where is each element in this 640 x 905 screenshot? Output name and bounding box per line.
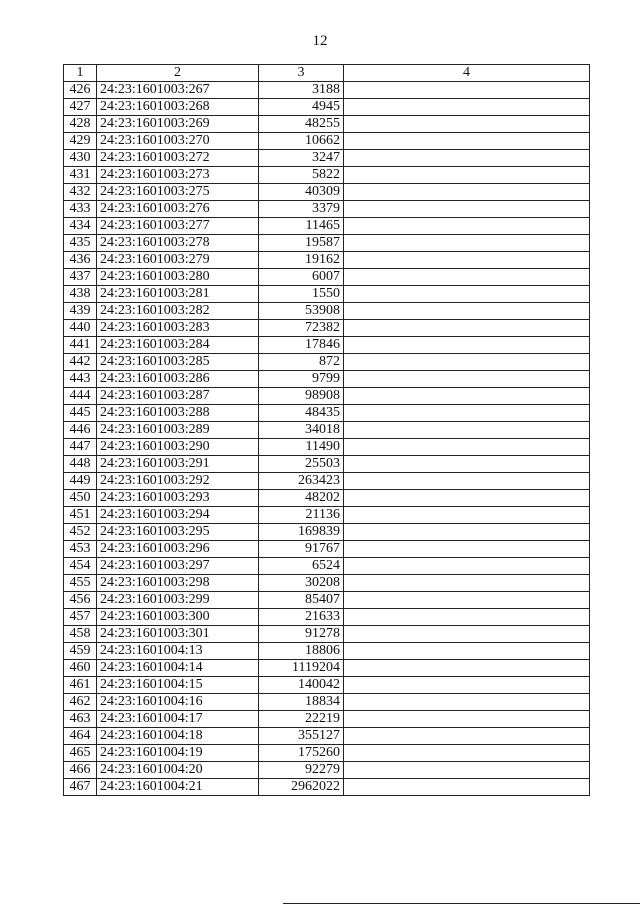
cadastral-number: 24:23:1601003:289: [97, 422, 259, 439]
area-value: 48435: [259, 405, 344, 422]
area-value: 19587: [259, 235, 344, 252]
notes-cell: [344, 286, 590, 303]
notes-cell: [344, 711, 590, 728]
cadastral-number: 24:23:1601004:21: [97, 779, 259, 796]
cadastral-number: 24:23:1601003:280: [97, 269, 259, 286]
notes-cell: [344, 507, 590, 524]
cadastral-number: 24:23:1601003:294: [97, 507, 259, 524]
area-value: 18806: [259, 643, 344, 660]
cadastral-number: 24:23:1601003:299: [97, 592, 259, 609]
table-row: [64, 286, 590, 303]
row-number: 437: [64, 269, 97, 286]
table-row: [64, 405, 590, 422]
row-number: 456: [64, 592, 97, 609]
area-value: 6524: [259, 558, 344, 575]
area-value: 48255: [259, 116, 344, 133]
row-number: 444: [64, 388, 97, 405]
table-row: [64, 99, 590, 116]
row-number: 460: [64, 660, 97, 677]
notes-cell: [344, 252, 590, 269]
header-col-3: 3: [259, 65, 344, 82]
cadastral-number: 24:23:1601003:293: [97, 490, 259, 507]
cadastral-number: 24:23:1601004:16: [97, 694, 259, 711]
notes-cell: [344, 201, 590, 218]
row-number: 458: [64, 626, 97, 643]
row-number: 439: [64, 303, 97, 320]
notes-cell: [344, 167, 590, 184]
notes-cell: [344, 184, 590, 201]
notes-cell: [344, 218, 590, 235]
cadastral-number: 24:23:1601003:297: [97, 558, 259, 575]
table-row: [64, 269, 590, 286]
row-number: 454: [64, 558, 97, 575]
table-row: [64, 524, 590, 541]
area-value: 6007: [259, 269, 344, 286]
row-number: 434: [64, 218, 97, 235]
table-row: [64, 507, 590, 524]
row-number: 459: [64, 643, 97, 660]
table-row: [64, 82, 590, 99]
cadastral-number: 24:23:1601004:20: [97, 762, 259, 779]
notes-cell: [344, 762, 590, 779]
cadastral-number: 24:23:1601003:284: [97, 337, 259, 354]
notes-cell: [344, 660, 590, 677]
cadastral-number: 24:23:1601003:288: [97, 405, 259, 422]
table-row: [64, 592, 590, 609]
cadastral-number: 24:23:1601004:19: [97, 745, 259, 762]
table-row: [64, 201, 590, 218]
cadastral-number: 24:23:1601003:285: [97, 354, 259, 371]
area-value: 53908: [259, 303, 344, 320]
row-number: 447: [64, 439, 97, 456]
area-value: 3247: [259, 150, 344, 167]
notes-cell: [344, 592, 590, 609]
cadastral-number: 24:23:1601003:270: [97, 133, 259, 150]
row-number: 452: [64, 524, 97, 541]
area-value: 872: [259, 354, 344, 371]
footer-rule: [283, 903, 640, 904]
area-value: 11465: [259, 218, 344, 235]
table-row: [64, 558, 590, 575]
row-number: 440: [64, 320, 97, 337]
header-col-1: 1: [64, 65, 97, 82]
row-number: 453: [64, 541, 97, 558]
row-number: 429: [64, 133, 97, 150]
cadastral-number: 24:23:1601003:290: [97, 439, 259, 456]
row-number: 455: [64, 575, 97, 592]
row-number: 432: [64, 184, 97, 201]
area-value: 5822: [259, 167, 344, 184]
cadastral-number: 24:23:1601003:268: [97, 99, 259, 116]
area-value: 18834: [259, 694, 344, 711]
notes-cell: [344, 388, 590, 405]
area-value: 30208: [259, 575, 344, 592]
area-value: 21136: [259, 507, 344, 524]
table-row: [64, 218, 590, 235]
cadastral-number: 24:23:1601003:275: [97, 184, 259, 201]
row-number: 465: [64, 745, 97, 762]
area-value: 263423: [259, 473, 344, 490]
cadastral-number: 24:23:1601003:276: [97, 201, 259, 218]
notes-cell: [344, 116, 590, 133]
cadastral-number: 24:23:1601004:14: [97, 660, 259, 677]
row-number: 443: [64, 371, 97, 388]
table-row: [64, 422, 590, 439]
area-value: 3188: [259, 82, 344, 99]
table-row: [64, 609, 590, 626]
cadastral-number: 24:23:1601004:18: [97, 728, 259, 745]
notes-cell: [344, 456, 590, 473]
area-value: 21633: [259, 609, 344, 626]
notes-cell: [344, 133, 590, 150]
row-number: 446: [64, 422, 97, 439]
area-value: 48202: [259, 490, 344, 507]
cadastral-number: 24:23:1601003:298: [97, 575, 259, 592]
cadastral-number: 24:23:1601004:17: [97, 711, 259, 728]
cadastral-number: 24:23:1601003:282: [97, 303, 259, 320]
row-number: 436: [64, 252, 97, 269]
row-number: 433: [64, 201, 97, 218]
notes-cell: [344, 779, 590, 796]
area-value: 10662: [259, 133, 344, 150]
cadastral-number: 24:23:1601003:281: [97, 286, 259, 303]
row-number: 438: [64, 286, 97, 303]
cadastral-number: 24:23:1601003:286: [97, 371, 259, 388]
area-value: 4945: [259, 99, 344, 116]
row-number: 426: [64, 82, 97, 99]
notes-cell: [344, 269, 590, 286]
area-value: 17846: [259, 337, 344, 354]
row-number: 467: [64, 779, 97, 796]
area-value: 355127: [259, 728, 344, 745]
row-number: 457: [64, 609, 97, 626]
table-row: [64, 337, 590, 354]
row-number: 428: [64, 116, 97, 133]
cadastral-number: 24:23:1601003:272: [97, 150, 259, 167]
notes-cell: [344, 575, 590, 592]
table-row: [64, 354, 590, 371]
row-number: 466: [64, 762, 97, 779]
row-number: 431: [64, 167, 97, 184]
row-number: 442: [64, 354, 97, 371]
cadastral-number: 24:23:1601003:296: [97, 541, 259, 558]
notes-cell: [344, 524, 590, 541]
notes-cell: [344, 371, 590, 388]
cadastral-number: 24:23:1601003:295: [97, 524, 259, 541]
cadastral-number: 24:23:1601003:278: [97, 235, 259, 252]
row-number: 451: [64, 507, 97, 524]
row-number: 445: [64, 405, 97, 422]
cadastral-number: 24:23:1601003:283: [97, 320, 259, 337]
notes-cell: [344, 82, 590, 99]
area-value: 92279: [259, 762, 344, 779]
notes-cell: [344, 320, 590, 337]
area-value: 72382: [259, 320, 344, 337]
notes-cell: [344, 354, 590, 371]
header-col-2: 2: [97, 65, 259, 82]
notes-cell: [344, 728, 590, 745]
table-row: [64, 235, 590, 252]
notes-cell: [344, 643, 590, 660]
notes-cell: [344, 490, 590, 507]
area-value: 34018: [259, 422, 344, 439]
cadastral-number: 24:23:1601003:273: [97, 167, 259, 184]
cadastral-number: 24:23:1601003:279: [97, 252, 259, 269]
notes-cell: [344, 337, 590, 354]
table-row: [64, 116, 590, 133]
row-number: 441: [64, 337, 97, 354]
row-number: 449: [64, 473, 97, 490]
notes-cell: [344, 439, 590, 456]
table-row: [64, 371, 590, 388]
row-number: 435: [64, 235, 97, 252]
page-number: 12: [312, 33, 328, 49]
notes-cell: [344, 609, 590, 626]
row-number: 462: [64, 694, 97, 711]
notes-cell: [344, 626, 590, 643]
area-value: 85407: [259, 592, 344, 609]
cadastral-number: 24:23:1601003:292: [97, 473, 259, 490]
row-number: 448: [64, 456, 97, 473]
area-value: 22219: [259, 711, 344, 728]
row-number: 464: [64, 728, 97, 745]
area-value: 25503: [259, 456, 344, 473]
notes-cell: [344, 303, 590, 320]
table-row: [64, 711, 590, 728]
table-row: [64, 541, 590, 558]
land-plots-table: [63, 64, 590, 796]
table-row: [64, 490, 590, 507]
area-value: 9799: [259, 371, 344, 388]
area-value: 98908: [259, 388, 344, 405]
area-value: 1550: [259, 286, 344, 303]
table-row: [64, 303, 590, 320]
area-value: 11490: [259, 439, 344, 456]
cadastral-number: 24:23:1601003:267: [97, 82, 259, 99]
area-value: 40309: [259, 184, 344, 201]
row-number: 450: [64, 490, 97, 507]
table-row: [64, 660, 590, 677]
cadastral-number: 24:23:1601003:300: [97, 609, 259, 626]
area-value: 91278: [259, 626, 344, 643]
notes-cell: [344, 541, 590, 558]
cadastral-number: 24:23:1601003:269: [97, 116, 259, 133]
area-value: 91767: [259, 541, 344, 558]
table-row: [64, 745, 590, 762]
table-row: [64, 643, 590, 660]
row-number: 430: [64, 150, 97, 167]
table-row: [64, 677, 590, 694]
header-row: [64, 65, 590, 82]
table-row: [64, 626, 590, 643]
notes-cell: [344, 677, 590, 694]
table-row: [64, 473, 590, 490]
table-row: [64, 456, 590, 473]
notes-cell: [344, 558, 590, 575]
table-row: [64, 184, 590, 201]
cadastral-number: 24:23:1601003:301: [97, 626, 259, 643]
notes-cell: [344, 422, 590, 439]
header-col-4: 4: [344, 65, 590, 82]
table-row: [64, 439, 590, 456]
table-row: [64, 150, 590, 167]
table-row: [64, 252, 590, 269]
cadastral-number: 24:23:1601003:287: [97, 388, 259, 405]
area-value: 3379: [259, 201, 344, 218]
table-row: [64, 575, 590, 592]
table-row: [64, 694, 590, 711]
notes-cell: [344, 150, 590, 167]
area-value: 169839: [259, 524, 344, 541]
notes-cell: [344, 694, 590, 711]
notes-cell: [344, 235, 590, 252]
notes-cell: [344, 745, 590, 762]
table-row: [64, 762, 590, 779]
notes-cell: [344, 99, 590, 116]
cadastral-number: 24:23:1601003:277: [97, 218, 259, 235]
row-number: 463: [64, 711, 97, 728]
notes-cell: [344, 405, 590, 422]
table-row: [64, 388, 590, 405]
table-row: [64, 133, 590, 150]
cadastral-number: 24:23:1601003:291: [97, 456, 259, 473]
cadastral-number: 24:23:1601004:15: [97, 677, 259, 694]
table-row: [64, 167, 590, 184]
table-row: [64, 320, 590, 337]
table-row: [64, 728, 590, 745]
cadastral-number: 24:23:1601004:13: [97, 643, 259, 660]
area-value: 1119204: [259, 660, 344, 677]
area-value: 2962022: [259, 779, 344, 796]
row-number: 427: [64, 99, 97, 116]
area-value: 140042: [259, 677, 344, 694]
notes-cell: [344, 473, 590, 490]
area-value: 19162: [259, 252, 344, 269]
table-row: [64, 779, 590, 796]
row-number: 461: [64, 677, 97, 694]
table-body: [64, 82, 590, 796]
area-value: 175260: [259, 745, 344, 762]
